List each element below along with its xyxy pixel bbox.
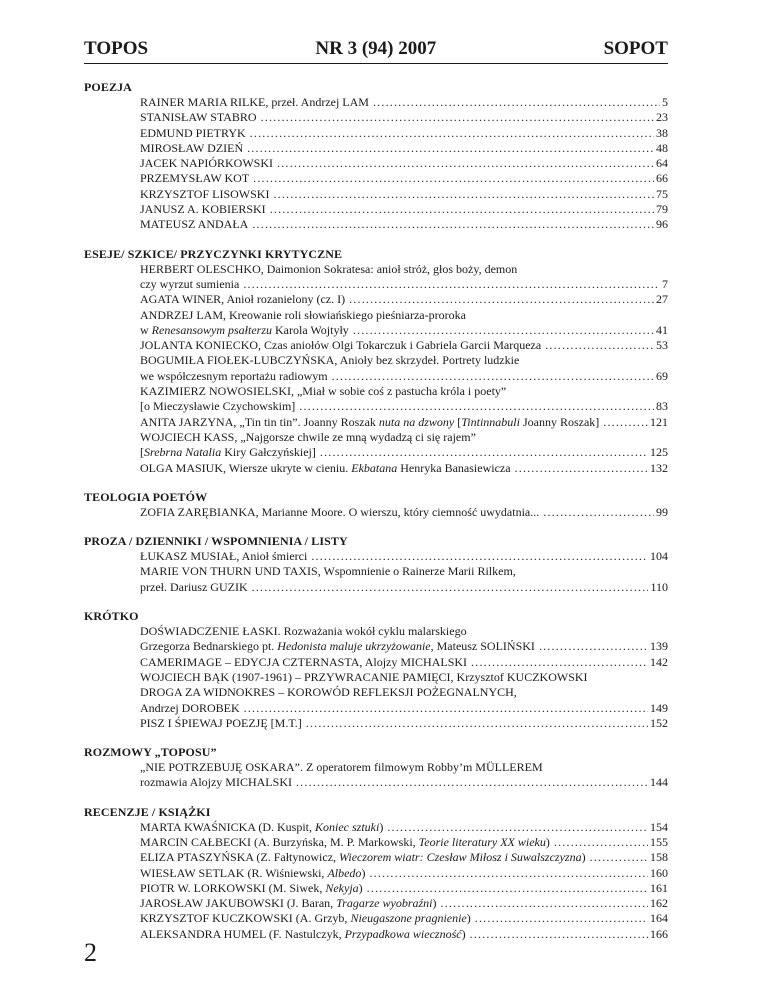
entry-final-line	[140, 639, 668, 654]
toc-section-proza-dzienniki-wspomnienia-listy	[84, 534, 668, 595]
toc-entry	[140, 911, 668, 926]
entry-title: ZOFIA ZARĘBIANKA, Marianne Moore. O wierszu, który ciemność uwydatnia...	[140, 504, 540, 519]
entry-title: MARTA KWAŚNICKA (D. Kuspit, Koniec sztuki)	[140, 819, 384, 834]
entry-page-number: 161	[650, 880, 668, 895]
entry-page-number: 41	[656, 322, 668, 337]
entry-page-number: 166	[650, 926, 668, 941]
entry-final-line	[140, 850, 668, 865]
entry-title: [Srebrna Natalia Kiry Gałczyńskiej]	[140, 445, 316, 460]
dot-leader	[475, 911, 648, 926]
entry-page-number: 75	[656, 186, 668, 201]
dot-leader	[277, 156, 654, 171]
section-title: ROZMOWY „TOPOSU”	[84, 745, 217, 760]
toc-entry	[140, 308, 668, 339]
entry-final-line	[140, 775, 668, 790]
entry-final-line	[140, 835, 668, 850]
entry-title: KRZYSZTOF LISOWSKI	[140, 186, 270, 201]
entry-title: MIROSŁAW DZIEŃ	[140, 140, 244, 155]
toc-entry	[140, 110, 668, 125]
dot-leader	[320, 445, 648, 460]
entry-title: ANITA JARZYNA, „Tin tin tin”. Joanny Roszak nuta na dzwony [Tintinnabuli Joanny Roszak]	[140, 414, 600, 429]
dot-leader	[543, 505, 654, 520]
entry-final-line	[140, 126, 668, 141]
entry-text-line: KAZIMIERZ NOWOSIELSKI, „Miał w sobie coś z pastucha króla i poety”	[140, 384, 507, 399]
toc-entry	[140, 670, 668, 716]
entry-list	[84, 624, 668, 731]
entry-page-number: 149	[650, 700, 668, 715]
dot-leader	[539, 639, 648, 654]
entry-page-number: 132	[650, 460, 668, 475]
toc-entry	[140, 338, 668, 353]
entry-page-number: 96	[656, 217, 668, 232]
dot-leader	[247, 141, 654, 156]
dot-leader	[590, 850, 648, 865]
entry-page-number: 53	[656, 338, 668, 353]
toc-entry	[140, 760, 668, 791]
dot-leader	[373, 95, 660, 110]
dot-leader	[270, 202, 654, 217]
entry-final-line	[140, 338, 668, 353]
entry-list	[84, 262, 668, 476]
toc-entry	[140, 927, 668, 942]
toc-entry	[140, 95, 668, 110]
entry-page-number: 23	[656, 110, 668, 125]
section-title: ESEJE/ SZKICE/ PRZYCZYNKI KRYTYCZNE	[84, 246, 343, 261]
section-title: POEZJA	[84, 80, 132, 94]
entry-title: ALEKSANDRA HUMEL (F. Nastulczyk, Przypadkowa wieczność)	[140, 926, 466, 941]
entry-list	[84, 95, 668, 233]
entry-final-line	[140, 505, 668, 520]
dot-leader	[349, 292, 654, 307]
entry-page-number: 160	[650, 865, 668, 880]
header-city: SOPOT	[603, 38, 668, 59]
entry-final-line	[140, 445, 668, 460]
entry-title: JACEK NAPIÓRKOWSKI	[140, 156, 274, 171]
dot-leader	[253, 171, 654, 186]
toc-entry	[140, 126, 668, 141]
dot-leader	[243, 277, 660, 292]
dot-leader	[299, 399, 654, 414]
entry-title: JOLANTA KONIECKO, Czas aniołów Olgi Tokarczuk i Gabriela Garcii Marqueza	[140, 338, 542, 353]
entry-page-number: 79	[656, 202, 668, 217]
entry-final-line	[140, 701, 668, 716]
toc-entry	[140, 820, 668, 835]
entry-final-line	[140, 171, 668, 186]
toc-section-krotko	[84, 609, 668, 731]
toc-entry	[140, 292, 668, 307]
entry-title: STANISŁAW STABRO	[140, 110, 257, 125]
entry-page-number: 121	[650, 414, 668, 429]
entry-page-number: 48	[656, 140, 668, 155]
toc-entry	[140, 866, 668, 881]
entry-title: WIESŁAW SETLAK (R. Wiśniewski, Albedo)	[140, 865, 366, 880]
entry-page-number: 83	[656, 399, 668, 414]
toc-entry	[140, 881, 668, 896]
entry-page-number: 7	[662, 276, 668, 291]
entry-page-number: 144	[650, 775, 668, 790]
entry-title: ŁUKASZ MUSIAŁ, Anioł śmierci	[140, 549, 308, 564]
entry-page-number: 104	[650, 549, 668, 564]
dot-leader	[367, 881, 648, 896]
toc-entry	[140, 187, 668, 202]
entry-final-line	[140, 461, 668, 476]
entry-title: [o Mieczysławie Czychowskim]	[140, 399, 296, 414]
dot-leader	[261, 110, 654, 125]
dot-leader	[470, 927, 648, 942]
toc-entry	[140, 156, 668, 171]
toc-entry	[140, 384, 668, 415]
toc-entry	[140, 896, 668, 911]
dot-leader	[332, 369, 654, 384]
entry-title: we współczesnym reportażu radiowym	[140, 368, 328, 383]
toc-entry	[140, 850, 668, 865]
dot-leader	[545, 338, 654, 353]
entry-page-number: 152	[650, 715, 668, 730]
toc-entry	[140, 564, 668, 595]
entry-final-line	[140, 415, 668, 430]
table-of-contents	[84, 80, 668, 956]
entry-title: AGATA WINER, Anioł rozanielony (cz. I)	[140, 292, 346, 307]
toc-entry	[140, 505, 668, 520]
entry-page-number: 69	[656, 368, 668, 383]
toc-entry	[140, 171, 668, 186]
entry-title: w Renesansowym psałterzu Karola Wojtyły	[140, 322, 349, 337]
toc-section-rozmowy-toposu	[84, 745, 668, 791]
entry-text-line: „NIE POTRZEBUJĘ OSKARA”. Z operatorem filmowym Robby’m MÜLLEREM	[140, 760, 543, 775]
toc-entry	[140, 202, 668, 217]
entry-final-line	[140, 369, 668, 384]
dot-leader	[311, 549, 648, 564]
dot-leader	[387, 820, 648, 835]
entry-title: PRZEMYSŁAW KOT	[140, 171, 250, 186]
toc-section-eseje-szkice-przyczynki-krytyczne	[84, 247, 668, 476]
entry-page-number: 64	[656, 156, 668, 171]
toc-entry	[140, 835, 668, 850]
entry-title: OLGA MASIUK, Wiersze ukryte w cieniu. Ekbatana Henryka Banasiewicza	[140, 460, 511, 475]
entry-final-line	[140, 716, 668, 731]
entry-text-line: ANDRZEJ LAM, Kreowanie roli słowiańskiego pieśniarza-proroka	[140, 307, 466, 322]
dot-leader	[273, 187, 654, 202]
toc-entry	[140, 353, 668, 384]
entry-page-number: 38	[656, 125, 668, 140]
entry-text-line: DROGA ZA WIDNOKRES – KOROWÓD REFLEKSJI POŻEGNALNYCH,	[140, 685, 517, 700]
entry-text-line: HERBERT OLESCHKO, Daimonion Sokratesa: anioł stróż, głos boży, demon	[140, 261, 518, 276]
toc-entry	[140, 141, 668, 156]
entry-title: czy wyrzut sumienia	[140, 276, 240, 291]
entry-final-line	[140, 141, 668, 156]
entry-page-number: 142	[650, 654, 668, 669]
entry-final-line	[140, 292, 668, 307]
entry-page-number: 155	[650, 834, 668, 849]
entry-title: JANUSZ A. KOBIERSKI	[140, 202, 266, 217]
section-title: TEOLOGIA POETÓW	[84, 489, 208, 504]
entry-title: ELIZA PTASZYŃSKA (Z. Fałtynowicz, Wieczorem wiatr: Czesław Miłosz i Suwalszczyzna)	[140, 850, 586, 865]
entry-final-line	[140, 549, 668, 564]
entry-page-number: 139	[650, 639, 668, 654]
entry-page-number: 164	[650, 911, 668, 926]
toc-entry	[140, 549, 668, 564]
section-title: RECENZJE / KSIĄŻKI	[84, 804, 211, 819]
entry-title: KRZYSZTOF KUCZKOWSKI (A. Grzyb, Nieugaszone pragnienie)	[140, 911, 471, 926]
entry-title: CAMERIMAGE – EDYCJA CZTERNASTA, Alojzy MICHALSKI	[140, 654, 468, 669]
header-journal-title: TOPOS	[84, 38, 149, 59]
entry-title: JAROSŁAW JAKUBOWSKI (J. Baran, Tragarze wyobraźni)	[140, 896, 437, 911]
entry-page-number: 158	[650, 850, 668, 865]
entry-title: Andrzej DOROBEK	[140, 700, 240, 715]
entry-text-line: WOJCIECH KASS, „Najgorsze chwile ze mną wydadzą ci się rajem”	[140, 429, 476, 444]
header-rule	[84, 63, 668, 64]
entry-text-line: WOJCIECH BĄK (1907-1961) – PRZYWRACANIE PAMIĘCI, Krzysztof KUCZKOWSKI	[140, 669, 588, 684]
entry-page-number: 110	[650, 579, 668, 594]
dot-leader	[441, 896, 648, 911]
entry-title: rozmawia Alojzy MICHALSKI	[140, 775, 292, 790]
dot-leader	[515, 461, 648, 476]
toc-entry	[140, 415, 668, 430]
entry-title: Grzegorza Bednarskiego pt. Hedonista maluje ukrzyżowanie, Mateusz SOLIŃSKI	[140, 639, 535, 654]
entry-final-line	[140, 866, 668, 881]
toc-entry	[140, 430, 668, 461]
dot-leader	[244, 701, 648, 716]
entry-final-line	[140, 156, 668, 171]
section-title: PROZA / DZIENNIKI / WSPOMNIENIA / LISTY	[84, 534, 348, 549]
toc-section-poezja	[84, 80, 668, 233]
dot-leader	[306, 716, 648, 731]
entry-list	[84, 505, 668, 520]
entry-list	[84, 820, 668, 942]
entry-final-line	[140, 655, 668, 670]
entry-page-number: 27	[656, 292, 668, 307]
entry-list	[84, 549, 668, 595]
entry-final-line	[140, 896, 668, 911]
entry-title: PIOTR W. LORKOWSKI (M. Siwek, Nekyja)	[140, 880, 363, 895]
entry-page-number: 125	[650, 445, 668, 460]
entry-title: MATEUSZ ANDAŁA	[140, 217, 249, 232]
running-header	[84, 38, 668, 60]
toc-entry	[140, 217, 668, 232]
entry-page-number: 154	[650, 819, 668, 834]
section-title: KRÓTKO	[84, 609, 139, 624]
entry-final-line	[140, 927, 668, 942]
toc-entry	[140, 655, 668, 670]
dot-leader	[471, 655, 648, 670]
entry-page-number: 99	[656, 504, 668, 519]
entry-final-line	[140, 399, 668, 414]
dot-leader	[603, 415, 648, 430]
toc-section-recenzje-ksiazki	[84, 805, 668, 942]
entry-final-line	[140, 911, 668, 926]
dot-leader	[252, 217, 654, 232]
entry-page-number: 66	[656, 171, 668, 186]
entry-final-line	[140, 95, 668, 110]
toc-entry	[140, 262, 668, 293]
entry-page-number: 162	[650, 896, 668, 911]
toc-entry	[140, 716, 668, 731]
entry-title: MARCIN CAŁBECKI (A. Burzyńska, M. P. Markowski, Teorie literatury XX wieku)	[140, 834, 550, 849]
entry-final-line	[140, 187, 668, 202]
toc-entry	[140, 624, 668, 655]
entry-text-line: DOŚWIADCZENIE ŁASKI. Rozważania wokół cyklu malarskiego	[140, 624, 467, 639]
dot-leader	[250, 126, 654, 141]
entry-title: RAINER MARIA RILKE, przeł. Andrzej LAM	[140, 95, 369, 109]
dot-leader	[369, 866, 648, 881]
entry-list	[84, 760, 668, 791]
entry-title: PISZ I ŚPIEWAJ POEZJĘ [M.T.]	[140, 715, 302, 730]
toc-entry	[140, 461, 668, 476]
dot-leader	[554, 835, 648, 850]
entry-page-number: 5	[662, 95, 668, 109]
entry-final-line	[140, 323, 668, 338]
toc-section-teologia-poetow	[84, 490, 668, 520]
entry-title: EDMUND PIETRYK	[140, 125, 246, 140]
entry-final-line	[140, 202, 668, 217]
entry-final-line	[140, 820, 668, 835]
entry-final-line	[140, 881, 668, 896]
dot-leader	[296, 775, 648, 790]
page-number: 2	[84, 938, 97, 967]
header-issue-number: NR 3 (94) 2007	[315, 38, 437, 59]
entry-title: przeł. Dariusz GUZIK	[140, 579, 248, 594]
entry-final-line	[140, 580, 668, 595]
entry-final-line	[140, 110, 668, 125]
dot-leader	[252, 580, 649, 595]
dot-leader	[353, 323, 654, 338]
entry-final-line	[140, 277, 668, 292]
entry-text-line: MARIE VON THURN UND TAXIS, Wspomnienie o Rainerze Marii Rilkem,	[140, 564, 516, 579]
entry-final-line	[140, 217, 668, 232]
entry-text-line: BOGUMIŁA FIOŁEK-LUBCZYŃSKA, Anioły bez skrzydeł. Portrety ludzkie	[140, 353, 520, 368]
